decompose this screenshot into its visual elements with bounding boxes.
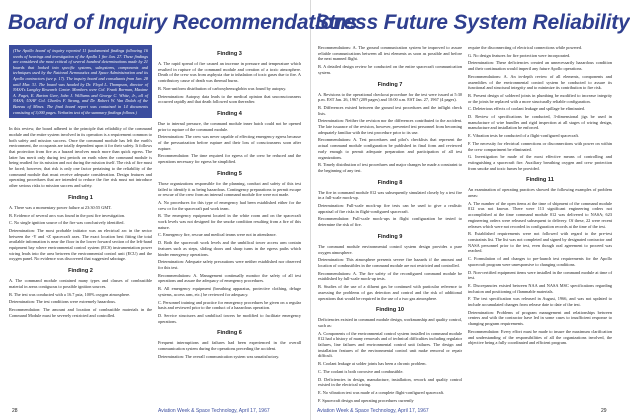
- body-paragraph: D. Deficiencies in design, manufacture, installation, rework and quality control existed in the electrical wiring.: [318, 376, 462, 388]
- finding-heading: Finding 2: [68, 268, 93, 275]
- body-paragraph: E. No vibration test was made of a complete flight-configured spacecraft.: [318, 389, 445, 395]
- right-page-headline: Stress Future System Reliability: [315, 11, 630, 34]
- body-paragraph: Determination: Adequate safety precautions were neither established nor observed for this test.: [158, 259, 301, 270]
- body-paragraph: A. The number of the open items at the time of shipment of the command module 012 was not known. There were 113 significant engineering orders not accomplished at the time command module 012 was delivered to NASA; 623 engineering orders were released subsequent to delivery. Of these, 22 were recent releases which were not recorded in configuration records at the time of the test.: [468, 200, 612, 229]
- finding-heading: Finding 5: [217, 170, 242, 177]
- body-paragraph: Recommendation: The time required for egress of the crew be reduced and the operations necessary for egress be simplified.: [158, 153, 301, 165]
- body-paragraph: B. The emergency equipment located in the white room and on the spacecraft work levels was not designed for the smoke condition resulting from a fire of this nature.: [158, 213, 301, 230]
- body-paragraph: The fire in command module 012 was subsequently simulated closely by a test fire in a full-scale mock-up.: [318, 189, 462, 201]
- body-paragraph: Determination: The test conditions were extremely hazardous.: [9, 299, 116, 305]
- body-paragraph: Recommendation: Full-scale mock-ups in flight configuration be tested to determine the risk of fire.: [318, 216, 462, 228]
- body-paragraph: B. Coolant leakage at solder joints has been a chronic problem.: [318, 361, 427, 367]
- body-paragraph: G. Investigation be made of the most effective means of controlling and extinguishing a spacecraft fire. Auxiliary breathing oxygen and crew protection from smoke and toxic fumes be provided.: [468, 154, 612, 171]
- body-paragraph: Recommendations: A. Management continually monitor the safety of all test operations and assure the adequacy of emergency procedures.: [158, 272, 301, 284]
- text-column: [6, 45, 155, 393]
- body-paragraph: D. Both the spacecraft work levels and the umbilical tower access arm contain features such as steps, sliding doors and sharp turns in the egress paths which hinder emergency operations.: [158, 240, 301, 257]
- left-page-headline: Board of Inquiry Recommendations: [8, 11, 358, 34]
- right-page-columns: [315, 45, 615, 403]
- body-paragraph: An examination of operating practices showed the following examples of problem areas:: [468, 187, 612, 199]
- body-paragraph: G. No design features for fire protection were incorporated.: [468, 52, 571, 58]
- body-paragraph: Recommendations: A. Test procedures and pilot's checklists that represent the actual command module configuration be published in final form and reviewed early enough to permit adequate preparation and participation of all test organizations.: [318, 137, 462, 160]
- body-paragraph: Determination: The crew was never capable of effecting emergency egress because of the pressurization before rupture and their loss of consciousness soon after rupture.: [158, 134, 301, 151]
- body-paragraph: C. Deleterious effects of coolant leakage and spillage be eliminated.: [468, 106, 585, 112]
- body-paragraph: A. Revisions to the operational checkout procedure for the test were issued at 5:30 p.m. EST Jan. 26, 1967 (209 pages) and 10:00 a.m. EST Jan. 27, 1967 (4 pages).: [318, 91, 462, 103]
- body-paragraph: Recommendation: The amount and location of combustible materials in the Command Module must be severely restricted and controlled.: [9, 307, 152, 318]
- body-paragraph: Determination: Neither the revision nor the differences contributed to the accident. The late issuance of the revision, however, prevented test personnel from becoming adequately familiar with the test procedure prior to its use.: [318, 118, 462, 135]
- body-paragraph: B. Evidence of several arcs was found in the post fire investigation.: [9, 212, 126, 218]
- body-paragraph: Determination: This atmosphere presents severe fire hazards if the amount and location of combustibles in the command module are not restricted and controlled.: [318, 257, 462, 268]
- text-column: [465, 45, 615, 393]
- body-paragraph: F. The necessity for electrical connections or disconnections with power on within the crew compartment be eliminated.: [468, 140, 612, 152]
- body-paragraph: Recommendations: A. The fire safety of the reconfigured command module be established by full-scale mock-up tests.: [318, 270, 462, 282]
- body-paragraph: In this review, the board adhered to the principle that reliability of the command module and the entire system involved in its operation is a requirement common to both safety and mission success. Once the command module has left the earth's environment, the occupants are totally dependent upon it for their safety. It follows that protection from fire as a hazard involves much more than quick egress. The latter has merit only during test periods on earth when the command module is being readied for its mission and not during the mission itself. The risk of fire must be faced; however, that risk is only one factor pertaining to the reliability of the command module that must receive adequate consideration. Design features and operating procedures that are intended to reduce the fire risk must not introduce other serious risks to mission success and safety.: [9, 126, 152, 189]
- body-paragraph: B. Non-uniform distribution of carboxyhemoglobin was found by autopsy.: [158, 85, 287, 91]
- body-paragraph: B. Established requirements were not followed with regard to the pre-test constraints list. The list was not completed and signed by designated contractor and NASA personnel prior to the test, even though oral agreement to proceed was reached.: [468, 231, 612, 254]
- body-paragraph: Determination: Full-scale mock-up fire tests can be used to give a realistic appraisal of fire risks in flight-configured spacecraft.: [318, 203, 462, 214]
- body-paragraph: Due to internal pressure, the command module inner hatch could not be opened prior to rupture of the command module.: [158, 120, 301, 132]
- right-page: [311, 0, 630, 420]
- body-paragraph: Frequent interruptions and failures had been experienced in the overall communication system during the operations preceding the accident.: [158, 340, 301, 352]
- body-paragraph: F. Spacecraft design and operating procedures currently: [318, 397, 414, 403]
- body-paragraph: Those organizations responsible for the planning, conduct and safety of this test failed to identify it as being hazardous. Contingency preparations to permit escape or rescue of the crew from an internal command module fire were not made.: [158, 180, 301, 198]
- intro-summary: (The Apollo board of inquiry reported 11 fundamental findings following 16 weeks of hearings and investigation of the Apollo 1 fire Jan. 27. These findings are considered the most critical of several hundred determinations made by 21 boards that looked into specific systems, subsystems, components and techniques used by the National Aeronautics and Space Administration and its Apollo contractors (see p. 17). The inquiry board and consultants from Jan. 28 until Mar. 31. The board was headed by Dr. Floyd L. Thompson, director of NASA's Langley Research Center. Members were Col. Frank Borman, Maxime A. Faget, E. Barton Geer, John J. Williams and George C. White, Jr., all of NASA; USAF Col. Charles F. Strang, and Dr. Robert W. Van Dolah of the Bureau of Mines. The final board report was contained in 14 documents consisting of 3,000 pages. Verbatim text of the summary findings follows.): [9, 45, 152, 118]
- finding-heading: Finding 1: [68, 194, 93, 201]
- finding-heading: Finding 8: [377, 179, 403, 186]
- finding-heading: Finding 10: [376, 307, 404, 314]
- body-paragraph: Determination: Autopsy data leads to the medical opinion that unconsciousness occurred rapidly and that death followed soon thereafter.: [158, 93, 301, 105]
- text-column: [315, 45, 465, 403]
- finding-heading: Finding 3: [217, 51, 242, 57]
- page-number: 28: [12, 408, 18, 414]
- body-paragraph: B. A detailed design review be conducted on the entire spacecraft communication system.: [318, 64, 462, 75]
- finding-heading: Finding 4: [217, 110, 242, 117]
- body-paragraph: B. Differences existed between the ground test procedures and the inflight check lists.: [318, 104, 462, 116]
- running-footer: Aviation Week & Space Technology, April 17, 1967: [158, 408, 270, 414]
- body-paragraph: C. No single ignition source of the fire was conclusively identified.: [9, 220, 125, 226]
- finding-heading: Finding 9: [377, 233, 403, 240]
- body-paragraph: A. The command module contained many types and classes of combustible material in areas contiguous to possible ignition sources.: [9, 278, 152, 289]
- body-paragraph: A. There was a momentary power failure at 23:30:55 GMT.: [9, 204, 112, 210]
- text-column: [155, 45, 304, 393]
- body-paragraph: Determination: The most probable initiator was an electrical arc in the sector between the -Y and +Z spacecraft axes. The exact location best fitting the total available information is near the floor in the lower forward section of the left-hand equipment bay where environmental control system (ECS) instrumentation power wiring leads into the area between the environmental control unit (ECU) and the oxygen panel. No evidence was discovered that suggested sabotage.: [9, 227, 152, 262]
- body-paragraph: C. Emergency fire, rescue and medical teams were not in attendance.: [158, 232, 277, 238]
- body-paragraph: Recommendation: Every effort must be made to insure the maximum clarification and understanding of the responsibilities of all the organizations involved, the objective being a fully coordinated and efficient program.: [468, 328, 612, 346]
- body-paragraph: D. Non-certified equipment items were installed in the command module at time of test.: [468, 269, 612, 281]
- page-number: 29: [601, 408, 607, 414]
- body-paragraph: B. Present design of soldered joints in plumbing be modified to increase integrity or the joints be replaced with a more structurally reliable configuration.: [468, 92, 612, 104]
- body-paragraph: Determination: The overall communication system was unsatisfactory.: [158, 353, 280, 359]
- finding-heading: Finding 6: [217, 330, 242, 337]
- body-paragraph: C. Formulation of and changes to pre-launch test requirements for the Apollo spacecraft program were unresponsive to changing conditions.: [468, 256, 612, 267]
- body-paragraph: B. Timely distribution of test procedures and major changes be made a constraint to the beginning of any test.: [318, 162, 462, 173]
- body-paragraph: Determination: These deficiencies created an unnecessarily hazardous condition and their continuation would imperil any future Apollo operations.: [468, 60, 612, 72]
- body-paragraph: A. Components of the environmental control system installed in command module 012 had a history of many removals and of technical difficulties including regulator failures, line failures and environmental control unit failures. The design and installation features of the environmental control unit make removal or repair difficult.: [318, 330, 462, 359]
- body-paragraph: D. Service structures and umbilical towers be modified to facilitate emergency operations.: [158, 312, 301, 324]
- body-paragraph: E. Discrepancies existed between NAA and NASA MSC specifications regarding inclusion and positioning of flammable materials.: [468, 282, 612, 294]
- left-page-columns: [6, 45, 304, 393]
- body-paragraph: D. Review of specifications be conducted, 3-dimensional jigs be used in manufacture of wire bundles and rigid inspection at all stages of wiring design, manufacture and installation be enforced.: [468, 114, 612, 131]
- finding-heading: Finding 7: [377, 81, 403, 88]
- body-paragraph: Recommendations: A. The ground communication system be improved to assure reliable communications between all test elements as soon as possible and before the next manned flight.: [318, 45, 462, 62]
- body-paragraph: F. The test specification was released in August, 1966, and was not updated to include accumulated changes from release date to date of the test.: [468, 296, 612, 308]
- body-paragraph: require the disconnecting of electrical connections while powered.: [468, 45, 583, 50]
- body-paragraph: Recommendations: A. An in-depth review of all elements, components and assemblies of the environmental control system be conducted to assure its functional and structural integrity and to minimize its contribution to fire risk.: [468, 73, 612, 91]
- body-paragraph: A. No procedures for this type of emergency had been established either for the crew or for the spacecraft pad work team.: [158, 199, 301, 211]
- body-paragraph: B. Studies of the use of a diluent gas be continued with particular reference to assessing the problems of gas detection and control and the risk of additional operations that would be required in the use of a two gas atmosphere.: [318, 284, 462, 301]
- body-paragraph: A. The rapid spread of fire caused an increase in pressure and temperature which resulted in rupture of the command module and creation of a toxic atmosphere. Death of the crew was from asphyxia due to inhalation of toxic gases due to fire. A contributory cause of death was thermal burns.: [158, 61, 301, 84]
- body-paragraph: B. All emergency equipment (breathing apparatus, protective clothing, deluge systems, access arm, etc.) be reviewed for adequacy.: [158, 286, 301, 297]
- body-paragraph: C. The coolant is both corrosive and combustible.: [318, 368, 404, 374]
- body-paragraph: C. Personnel training and practice for emergency procedures be given on a regular basis and reviewed prior to the conduct of a hazardous operation.: [158, 299, 301, 311]
- body-paragraph: E. Vibration tests be conducted of a flight-configured spacecraft.: [468, 133, 580, 139]
- body-paragraph: Determination: Problems of program management and relationships between centers and with the contractor have led in some cases to insufficient response to changing program requirements.: [468, 309, 612, 327]
- body-paragraph: B. The test was conducted with a 16.7 psia, 100% oxygen atmosphere.: [9, 291, 131, 297]
- finding-heading: Finding 11: [526, 177, 554, 184]
- running-footer: Aviation Week & Space Technology, April 17, 1967: [317, 408, 429, 414]
- body-paragraph: The command module environmental control system design provides a pure oxygen atmosphere.: [318, 243, 462, 255]
- body-paragraph: Deficiencies existed in command module design, workmanship and quality control, such as:: [318, 317, 462, 328]
